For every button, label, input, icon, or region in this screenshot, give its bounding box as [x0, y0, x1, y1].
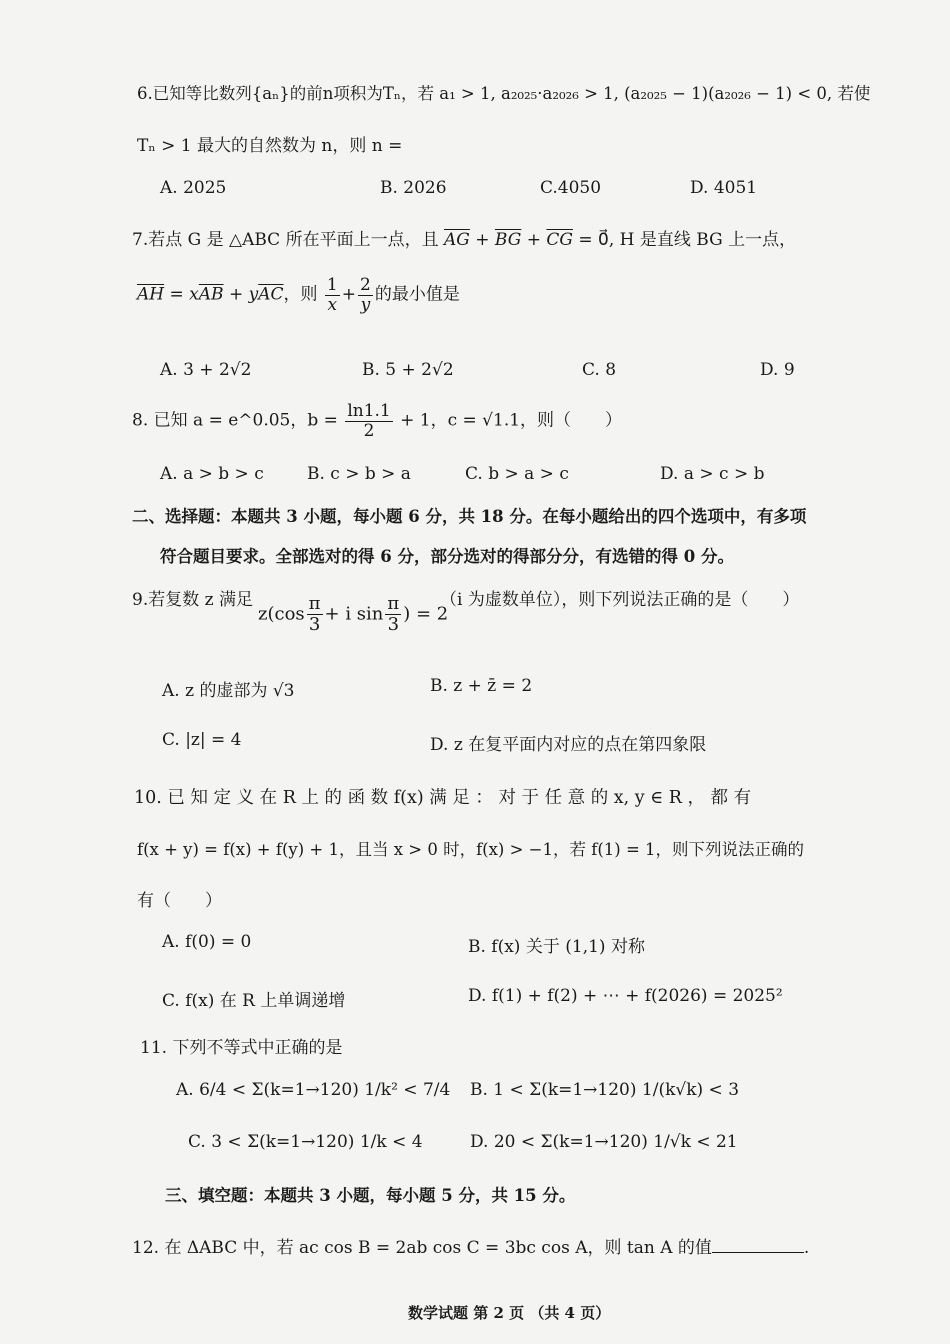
q7-line1: 7.若点 G 是 △ABC 所在平面上一点，且 $\overline{AG} + \overline{BG} + \overline{CG}$ = 0⃗, H 是直线 BG 上一点，: [132, 230, 797, 250]
q6-option-d: D. 4051: [690, 178, 758, 198]
q12-text: 12. 在 ΔABC 中，若 ac cos B = 2ab cos C = 3bc cos A，则 tan A 的值: [132, 1238, 712, 1258]
q11-title: 11. 下列不等式中正确的是: [140, 1038, 343, 1058]
section2-heading-line1: 二、选择题：本题共 3 小题，每小题 6 分，共 18 分。在每小题给出的四个选项中，有多项: [132, 507, 807, 526]
q9-option-a: A. z 的虚部为 √3: [162, 681, 295, 701]
vector-ab: $\overline{AB}$: [198, 284, 224, 305]
q11-option-b: B. 1 < Σ(k=1→120) 1/(k√k) < 3: [470, 1080, 740, 1100]
q8-option-d: D. a > c > b: [660, 464, 765, 484]
q11-option-c: C. 3 < Σ(k=1→120) 1/k < 4: [188, 1132, 423, 1152]
vector-ah: $\overline{AH}$: [137, 284, 165, 305]
q7-option-d: D. 9: [760, 360, 795, 380]
q10-line1: 10. 已 知 定 义 在 R 上 的 函 数 f(x) 满 足 ： 对 于 任 意 的 x, y ∈ R ， 都 有: [134, 788, 752, 808]
section2-heading-line2: 符合题目要求。全部选对的得 6 分，部分选对的得部分分，有选错的得 0 分。: [160, 547, 734, 566]
q7-option-a: A. 3 + 2√2: [160, 360, 252, 380]
q9-formula: z(cos $\frac{\pi}{3}$ + i sin $\frac{\pi}{3}$ ) = 2: [258, 593, 449, 635]
q10-option-c: C. f(x) 在 R 上单调递增: [162, 991, 346, 1011]
fraction-pi-over-3-b: $\frac{\pi}{3}$: [387, 593, 400, 635]
vector-bg: $\overline{BG}$: [494, 230, 522, 250]
q8-option-a: A. a > b > c: [160, 464, 264, 484]
q10-option-a: A. f(0) = 0: [162, 932, 252, 952]
vector-ac: $\overline{AC}$: [258, 284, 284, 305]
q8-line: [132, 402, 622, 440]
q7-option-c: C. 8: [582, 360, 617, 380]
q7-then: ，则: [283, 284, 318, 305]
q8-option-c: C. b > a > c: [465, 464, 569, 484]
fraction-2-over-y: $\frac{2}{y}$: [360, 275, 371, 315]
q12-answer-blank[interactable]: [712, 1252, 804, 1253]
q10-option-b: B. f(x) 关于 (1,1) 对称: [468, 937, 645, 957]
vector-cg: $\overline{CG}$: [546, 230, 573, 250]
q6-option-c: C.4050: [540, 178, 602, 198]
q9-prefix: 9.若复数 z 满足: [132, 590, 253, 610]
q9-option-c: C. |z| = 4: [162, 730, 242, 750]
q11-option-d: D. 20 < Σ(k=1→120) 1/√k < 21: [470, 1132, 738, 1152]
q8-option-b: B. c > b > a: [307, 464, 411, 484]
q7-line2-suffix: 的最小值是: [374, 284, 460, 305]
fraction-pi-over-3: $\frac{\pi}{3}$: [308, 593, 321, 635]
q8-prefix: 8. 已知 a = e^0.05，b =: [132, 410, 338, 431]
q6-option-a: A. 2025: [160, 178, 227, 198]
q12-line: 12. 在 ΔABC 中，若 ac cos B = 2ab cos C = 3bc cos A，则 tan A 的值 .: [132, 1238, 810, 1258]
q9-suffix: （i 为虚数单位），则下列说法正确的是（ ）: [440, 590, 800, 610]
section3-heading: 三、填空题：本题共 3 小题，每小题 5 分，共 15 分。: [165, 1186, 576, 1205]
q6-line2: Tₙ > 1 最大的自然数为 n，则 n =: [137, 136, 403, 156]
q7-line1-suffix: = 0⃗, H 是直线 BG 上一点，: [578, 230, 797, 250]
q6-line1: 6.已知等比数列{aₙ}的前n项积为Tₙ，若 a₁ > 1, a₂₀₂₅·a₂₀₂₆ > 1, (a₂₀₂₅ − 1)(a₂₀₂₆ − 1) < 0, 若使: [137, 84, 871, 103]
q7-option-b: B. 5 + 2√2: [362, 360, 454, 380]
page-footer: 数学试题 第 2 页 （共 4 页）: [408, 1304, 611, 1322]
q11-option-a: A. 6/4 < Σ(k=1→120) 1/k² < 7/4: [176, 1080, 451, 1100]
vector-ag: $\overline{AG}$: [444, 230, 470, 250]
fraction-ln11-over-2: $\frac{\ln 1.1}{2}$: [347, 401, 391, 441]
q9-option-b: B. z + z̄ = 2: [430, 676, 533, 696]
q10-option-d: D. f(1) + f(2) + ⋯ + f(2026) = 2025²: [468, 986, 783, 1006]
q7-line2: $\overline{AH} = x\overline{AB} + y\overline{AC}$，则 $\frac{1}{x}$ + $\frac{2}{y}$ 的最小值是: [137, 275, 460, 315]
fraction-1-over-x: $\frac{1}{x}$: [326, 275, 338, 315]
q8-suffix: + 1，c = √1.1，则（ ）: [400, 410, 623, 431]
q9-option-d: D. z 在复平面内对应的点在第四象限: [430, 735, 707, 755]
q10-line2: f(x + y) = f(x) + f(y) + 1，且当 x > 0 时，f(x) > −1，若 f(1) = 1，则下列说法正确的: [137, 840, 805, 859]
q10-line3: 有（ ）: [137, 891, 222, 911]
q6-option-b: B. 2026: [380, 178, 447, 198]
q7-line1-prefix: 7.若点 G 是 △ABC 所在平面上一点，且: [132, 230, 439, 250]
